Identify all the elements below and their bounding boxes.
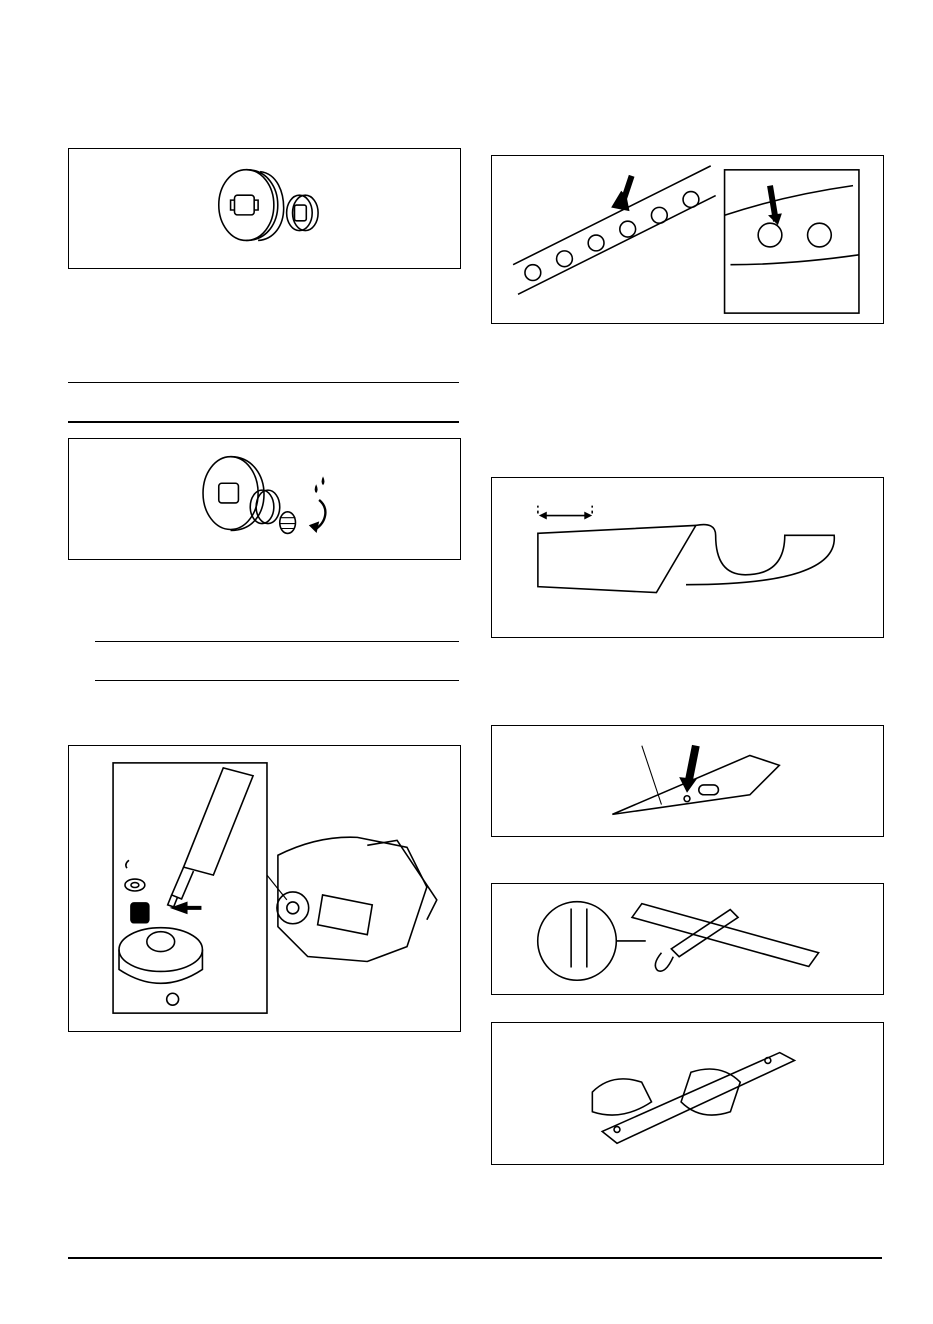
cutter-tooth-illustration xyxy=(492,478,883,637)
figure-guide-bar-hole xyxy=(491,725,884,837)
grease-gun-illustration xyxy=(69,746,460,1031)
figure-grease-gun-bearing xyxy=(68,745,461,1032)
figure-cutter-top-plate xyxy=(491,477,884,638)
figure-guide-bar-file xyxy=(491,883,884,995)
separator-rule xyxy=(68,421,459,423)
figure-guide-bar-rail-filing xyxy=(491,1022,884,1165)
separator-rule xyxy=(95,680,459,681)
hands-bar-illustration xyxy=(492,1023,883,1164)
separator-rule xyxy=(68,382,459,383)
separator-rule xyxy=(95,641,459,642)
clutch-drum-illustration xyxy=(69,149,460,268)
grease-drops-illustration xyxy=(69,439,460,559)
bar-hole-arrow-illustration xyxy=(492,726,883,836)
footer-rule xyxy=(68,1257,882,1259)
figure-clutch-drum-sprocket xyxy=(68,148,461,269)
figure-chain-cutter-wear xyxy=(491,155,884,324)
chain-arrow-illustration xyxy=(492,156,883,323)
file-bar-illustration xyxy=(492,884,883,994)
figure-needle-bearing-lubrication xyxy=(68,438,461,560)
